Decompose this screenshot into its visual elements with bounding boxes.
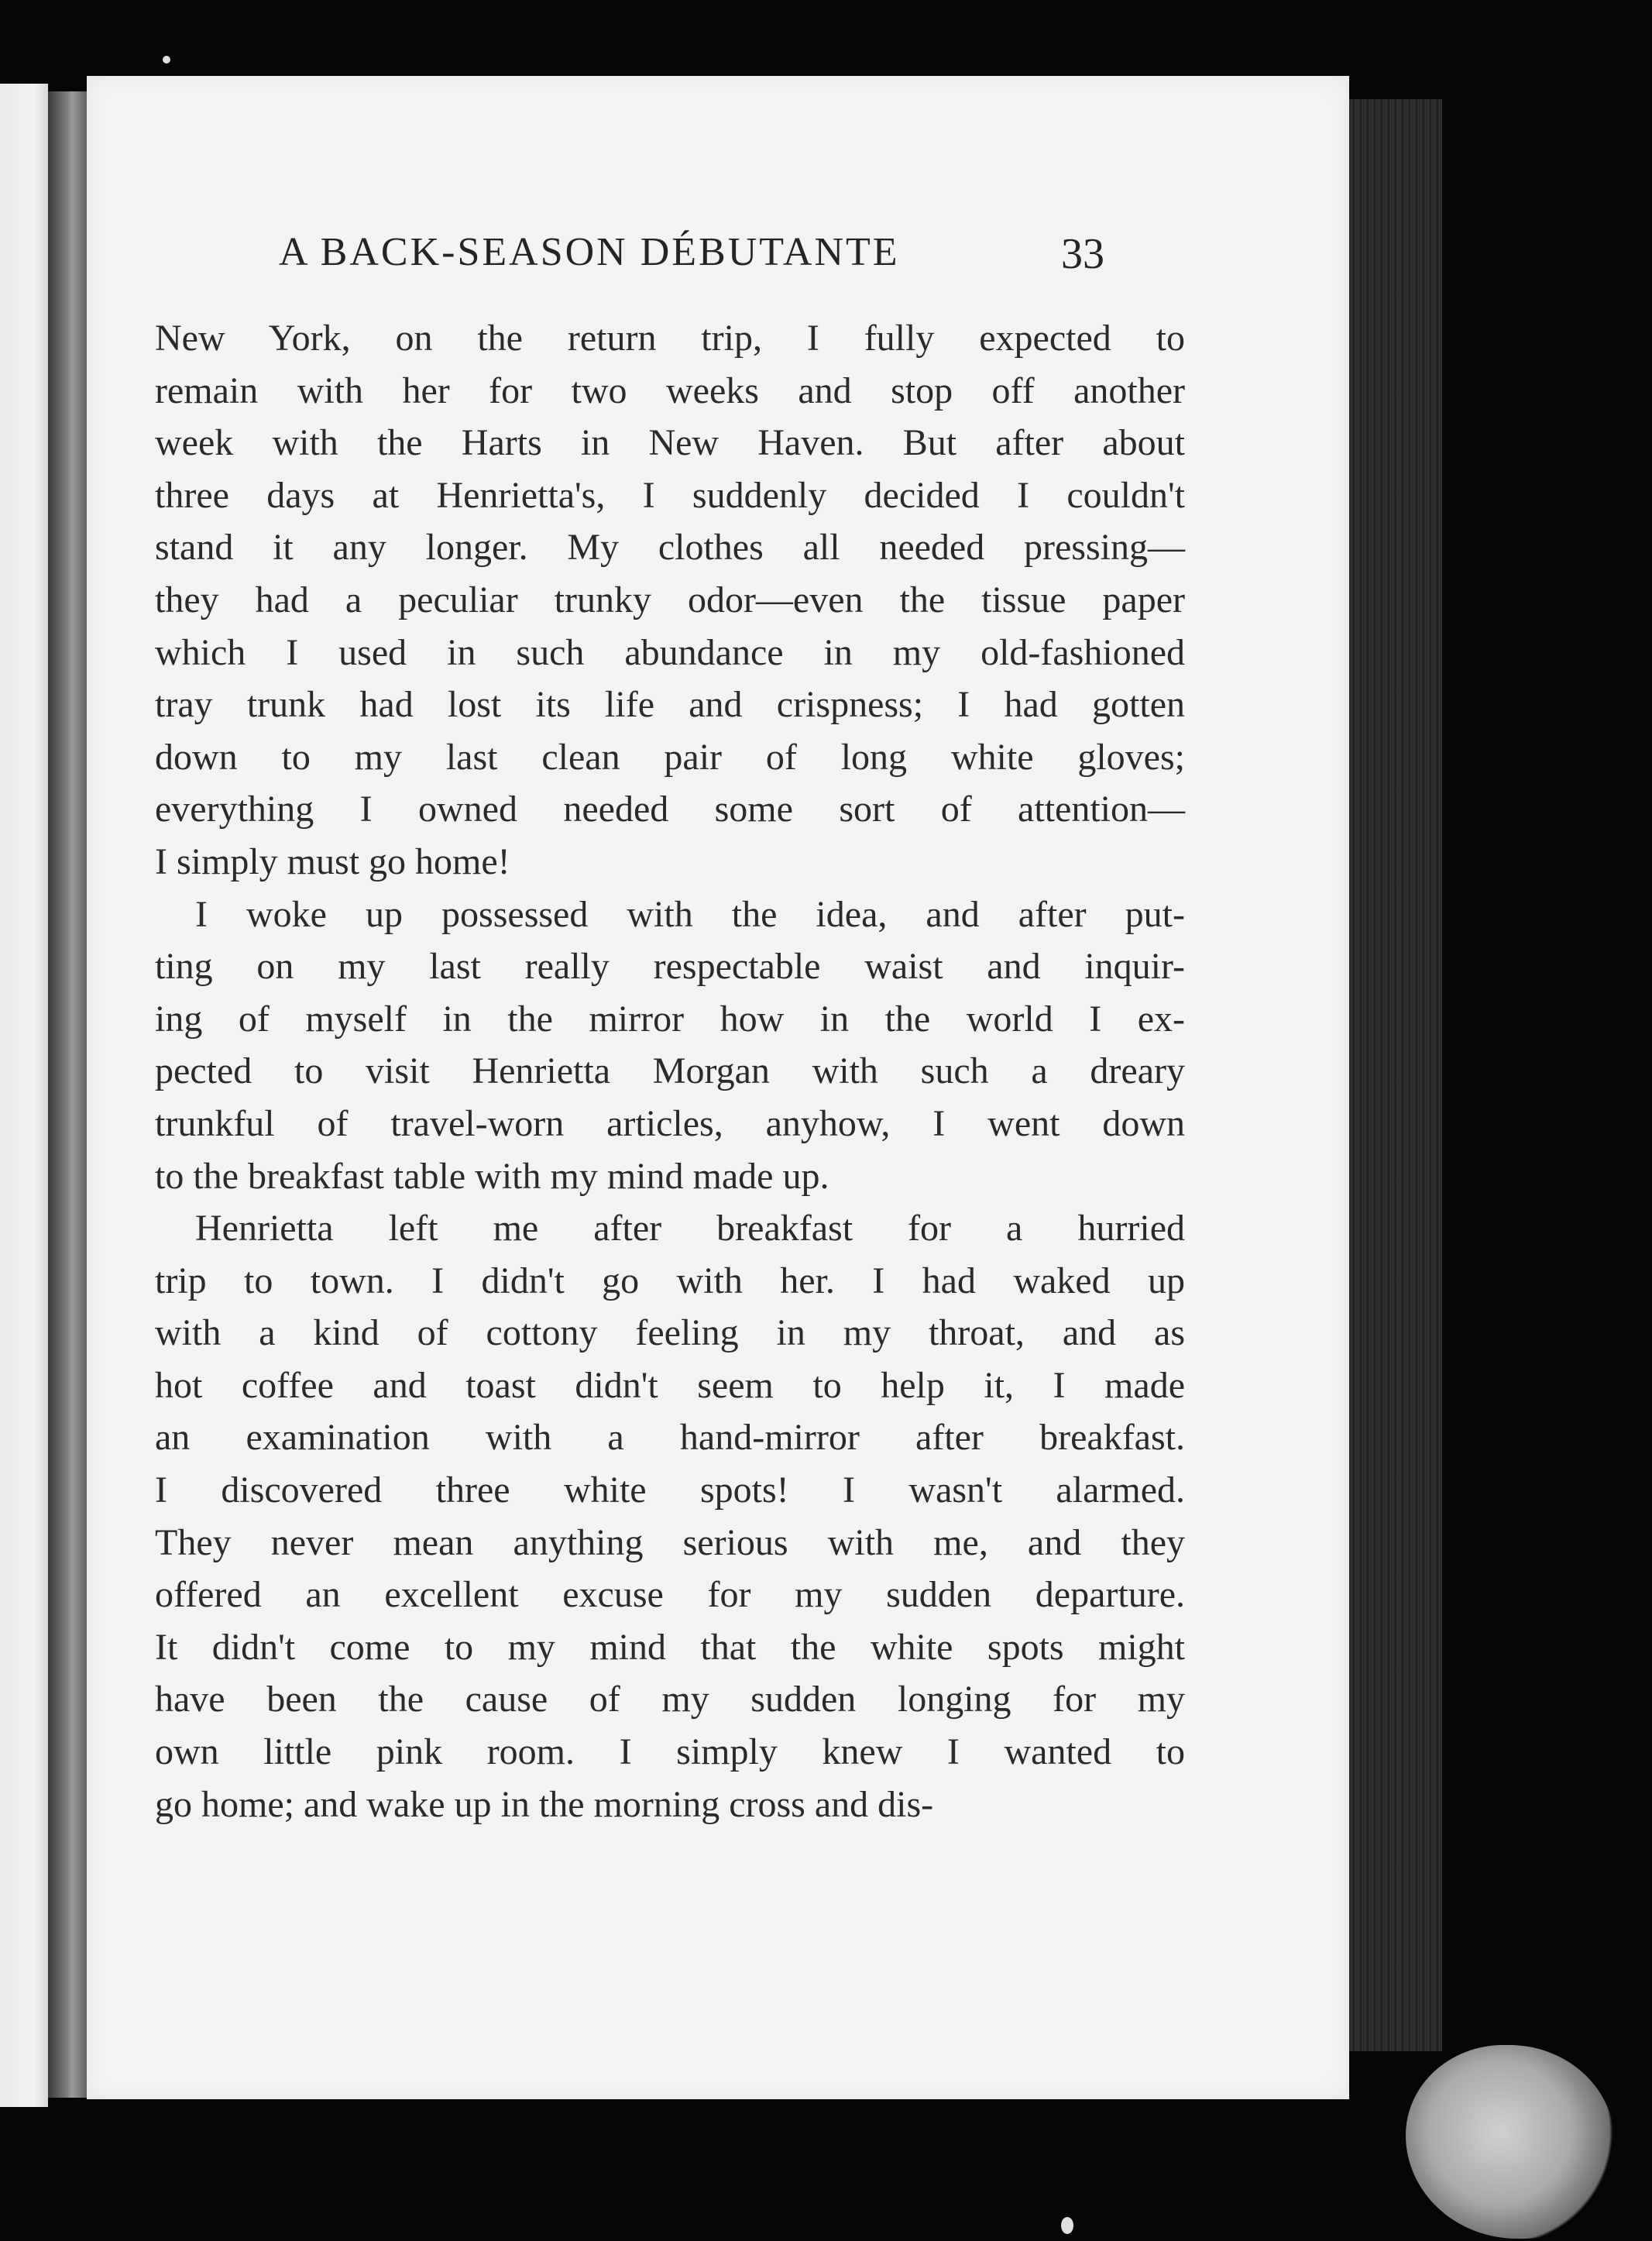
paragraph: [155, 888, 1185, 1203]
text-line: three days at Henrietta's, I suddenly decided I couldn't: [155, 474, 1185, 516]
text-line: I discovered three white spots! I wasn't alarmed.: [155, 1469, 1185, 1511]
text-line: I woke up possessed with the idea, and after put-: [195, 893, 1185, 935]
text-line: hot coffee and toast didn't seem to help it, I made: [155, 1364, 1185, 1406]
text-line: New York, on the return trip, I fully expected to: [155, 318, 1185, 359]
text-line: remain with her for two weeks and stop off another: [155, 369, 1185, 411]
page-number: 33: [1061, 230, 1104, 278]
text-line: to the breakfast table with my mind made up.: [155, 1155, 829, 1197]
text-line: trip to town. I didn't go with her. I had waked up: [155, 1260, 1185, 1301]
text-line: They never mean anything serious with me, and they: [155, 1521, 1185, 1563]
book-gutter: [48, 91, 88, 2098]
dust-speck: [163, 56, 170, 64]
scan-smudge: [1406, 2045, 1615, 2239]
text-line: I simply must go home!: [155, 840, 510, 882]
running-title: A BACK-SEASON DÉBUTANTE: [279, 230, 900, 274]
text-line: have been the cause of my sudden longing for my: [155, 1679, 1185, 1720]
text-line: ting on my last really respectable waist and inquir-: [155, 946, 1185, 988]
text-line: week with the Harts in New Haven. But after about: [155, 422, 1185, 464]
text-line: It didn't come to my mind that the white spots might: [155, 1626, 1185, 1668]
paragraph: [155, 1202, 1185, 1830]
text-line: trunkful of travel-worn articles, anyhow, I went down: [155, 1102, 1185, 1144]
text-line: stand it any longer. My clothes all needed pressing—: [155, 527, 1185, 569]
text-line: which I used in such abundance in my old-fashioned: [155, 631, 1185, 673]
text-line: an examination with a hand-mirror after breakfast.: [155, 1417, 1185, 1459]
text-line: offered an excellent excuse for my sudden departure.: [155, 1574, 1185, 1616]
text-line: with a kind of cottony feeling in my throat, and as: [155, 1312, 1185, 1354]
text-line: everything I owned needed some sort of attention—: [155, 789, 1185, 830]
adjacent-page-edge: [0, 84, 48, 2107]
dust-speck: [1061, 2217, 1073, 2234]
body-text: [155, 312, 1185, 1830]
text-line: they had a peculiar trunky odor—even the tissue paper: [155, 579, 1185, 620]
text-line: ing of myself in the mirror how in the world I ex-: [155, 998, 1185, 1040]
page-block-edges: [1349, 99, 1442, 2051]
book-page: [87, 76, 1349, 2099]
text-line: down to my last clean pair of long white gloves;: [155, 736, 1185, 778]
text-line: own little pink room. I simply knew I wanted to: [155, 1731, 1185, 1773]
text-line: tray trunk had lost its life and crispness; I had gotten: [155, 684, 1185, 726]
text-line: go home; and wake up in the morning cross and dis-: [155, 1783, 934, 1825]
text-line: Henrietta left me after breakfast for a hurried: [195, 1208, 1185, 1249]
text-line: pected to visit Henrietta Morgan with such a dreary: [155, 1050, 1185, 1092]
paragraph: [155, 312, 1185, 888]
